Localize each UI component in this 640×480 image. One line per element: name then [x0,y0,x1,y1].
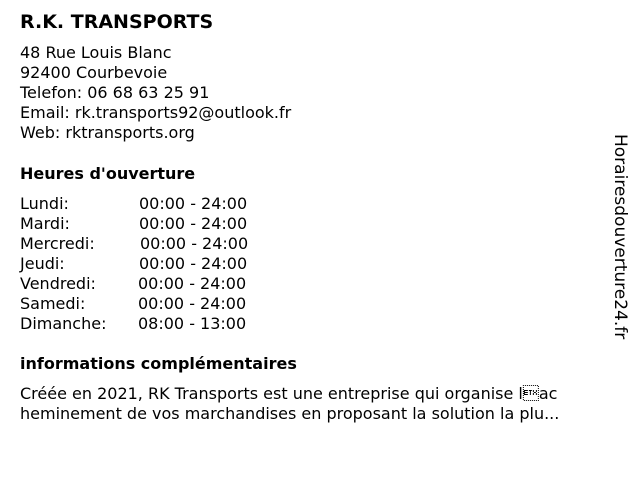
hours-row-friday [20,274,280,294]
hours-row-thursday [20,254,280,274]
time-range: 00:00 - 24:00 [140,234,249,253]
additional-info-text [20,384,620,424]
day-label: Mercredi: [20,234,95,253]
info-line-1: Créée en 2021, RK Transports est une entreprise qui organise lac [20,384,558,403]
site-watermark: Horairesdouverture24.fr [610,134,630,340]
web-line: Web: rktransports.org [20,123,195,142]
day-label: Vendredi: [20,274,96,293]
hours-row-tuesday [20,214,280,234]
hours-row-monday [20,194,280,214]
time-range: 00:00 - 24:00 [138,294,247,313]
opening-hours-list [20,194,280,334]
hours-row-sunday [20,314,280,334]
time-range: 08:00 - 13:00 [138,314,247,333]
day-label: Jeudi: [20,254,65,273]
day-label: Mardi: [20,214,70,233]
time-range: 00:00 - 24:00 [139,194,248,213]
time-range: 00:00 - 24:00 [139,254,248,273]
time-range: 00:00 - 24:00 [138,274,247,293]
hours-row-wednesday [20,234,280,254]
day-label: Dimanche: [20,314,107,333]
address-street: 48 Rue Louis Blanc [20,43,172,62]
business-name: R.K. TRANSPORTS [20,11,214,33]
day-label: Lundi: [20,194,69,213]
day-label: Samedi: [20,294,86,313]
contact-block [20,43,291,143]
opening-hours-heading: Heures d'ouverture [20,164,196,183]
additional-info-heading: informations complémentaires [20,354,297,373]
email-line: Email: rk.transports92@outlook.fr [20,103,292,122]
address-city: 92400 Courbevoie [20,63,168,82]
info-line-2: heminement de vos marchandises en proposant la solution la plu... [20,404,560,423]
time-range: 00:00 - 24:00 [139,214,248,233]
hours-row-saturday [20,294,280,314]
phone-line: Telefon: 06 68 63 25 91 [20,83,210,102]
